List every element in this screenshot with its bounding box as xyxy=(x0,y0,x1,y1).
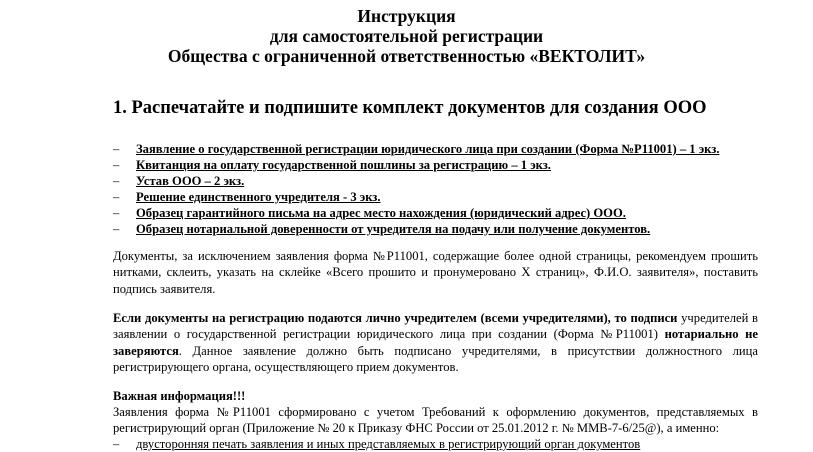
doc-title: Инструкция xyxy=(357,6,456,26)
list-item-text: Заявление о государственной регистрации юридического лица при создании (Форма №Р11001) – 1 экз. xyxy=(136,142,720,156)
dash-bullet: – xyxy=(113,437,120,451)
list-item-text: Образец нотариальной доверенности от учредителя на подачу или получение документов. xyxy=(136,222,651,236)
dash-bullet: – xyxy=(113,142,120,156)
dash-bullet: – xyxy=(113,158,120,172)
body-text: . Данное заявление должно быть подписано учредителями, в присутствии должностного лица регистрирующего органа, осуществляющего прием документов. xyxy=(113,343,758,374)
company-name: Общества с ограниченной ответственностью «ВЕКТОЛИТ» xyxy=(167,46,646,66)
dash-bullet: – xyxy=(113,174,120,188)
binding-paragraph: Документы, за исключением заявления форма №Р11001, содержащие более одной страницы, рекомендуем прошить нитками, склеить, указать на склейке «Всего прошито и пронумеровано Х страниц», Ф.И.О. заявителя», поставить подпись заявителя. xyxy=(113,249,758,296)
list-item-text: двусторонняя печать заявления и иных представляемых в регистрирующий орган документов xyxy=(136,437,641,451)
dash-bullet: – xyxy=(113,206,120,220)
list-item-text: Устав ООО – 2 экз. xyxy=(136,174,245,188)
body-text: учредителей в заявлении о государственной регистрации юридического лица при создании (Форма №Р11001) xyxy=(113,311,758,342)
bold-text: Если документы на регистрацию подаются лично учредителем (всеми учредителями), то подписи xyxy=(113,311,678,325)
list-item-text: Образец гарантийного письма на адрес место нахождения (юридический адрес) ООО. xyxy=(136,206,626,220)
bold-text: нотариально не заверяются xyxy=(113,327,759,358)
important-paragraph: Заявления форма №Р11001 сформировано с учетом Требований к оформлению документов, представляемых в регистрирующий орган (Приложение № 20 к Приказу ФНС России от 25.01.2012 г. № ММВ-7-6/25@), а именно: xyxy=(113,405,758,436)
dash-bullet: – xyxy=(113,222,120,236)
list-item-text: Решение единственного учредителя - 3 экз. xyxy=(136,190,381,204)
notarization-paragraph xyxy=(113,310,758,375)
doc-subtitle: для самостоятельной регистрации xyxy=(269,26,544,46)
important-heading: Важная информация!!! xyxy=(113,389,246,403)
list-item-text: Квитанция на оплату государственной пошлины за регистрацию – 1 экз. xyxy=(136,158,551,172)
section-heading: 1. Распечатайте и подпишите комплект документов для создания ООО xyxy=(113,98,707,118)
dash-bullet: – xyxy=(113,190,120,204)
